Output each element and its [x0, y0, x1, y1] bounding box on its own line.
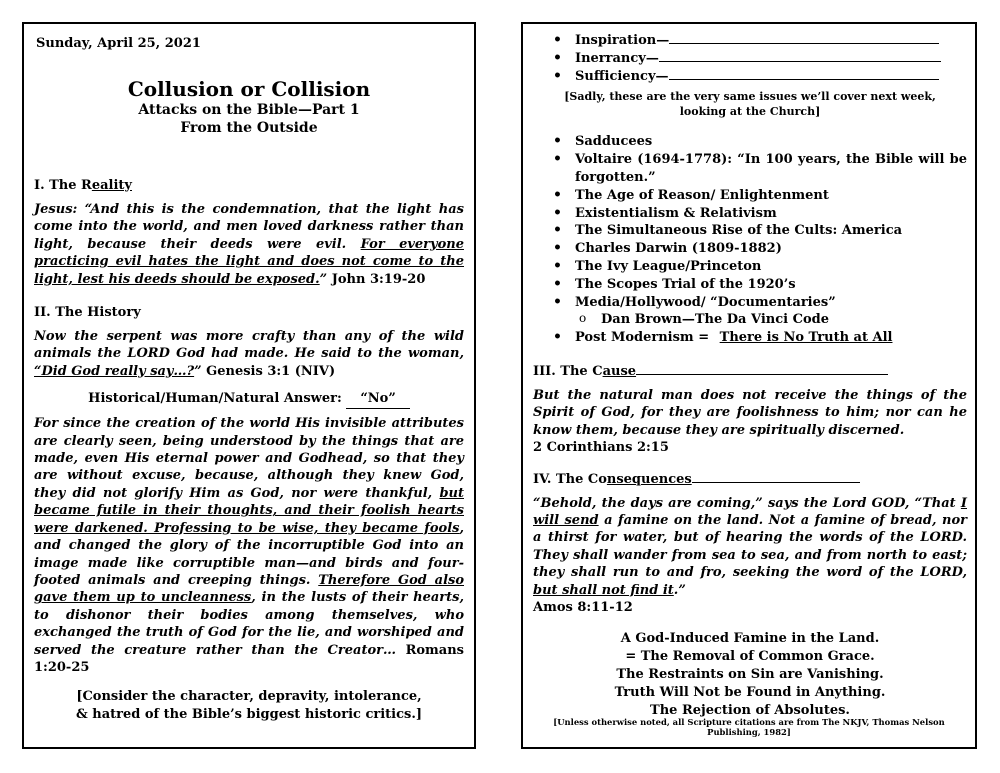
summary-line-1: A God-Induced Famine in the Land. [620, 631, 880, 647]
summary-line-3: The Restraints on Sin are Vanishing. [616, 667, 884, 683]
critics-list [533, 133, 967, 311]
consider-note-1: [Consider the character, depravity, intolerance, [76, 689, 422, 705]
verse-amos-ref: Amos 8:11-12 [533, 600, 633, 616]
verse-corinthians: But the natural man does not receive the things of the Spirit of God, for they are foolishness to him; nor can he know them, because they are spiritually discerned. [533, 387, 967, 438]
summary-line-2: = The Removal of Common Grace. [625, 649, 875, 665]
summary-line-4: Truth Will Not be Found in Anything. [614, 685, 886, 701]
list-item: • Sadducees [553, 133, 967, 151]
list-item: o Dan Brown—The Da Vinci Code [579, 311, 967, 329]
verse-genesis: Now the serpent was more crafty than any of the wild animals the LORD God had made. He said to the woman, “Did God really say…?” Genesis 3:1 (NIV) [34, 329, 464, 379]
list-item: • Post Modernism = There is No Truth at All [553, 329, 967, 347]
section-consequences-heading: IV. The Consequences [533, 471, 967, 489]
list-item: • Inspiration— [553, 32, 967, 50]
list-item: • The Scopes Trial of the 1920’s [553, 276, 967, 294]
section-cause-heading: III. The Cause [533, 363, 967, 381]
list-item: • The Age of Reason/ Enlightenment [553, 187, 967, 205]
list-item: • Existentialism & Relativism [553, 205, 967, 223]
verse-john: Jesus: “And this is the condemnation, that the light has come into the world, and men loved darkness rather than light, because their deeds were evil. For everyone practicing evil hates the light and does not come to the light, lest his deeds should be exposed.” John 3:19-20 [34, 202, 464, 287]
list-item: • Inerrancy— [553, 50, 967, 68]
verse-romans: For since the creation of the world His invisible attributes are clearly seen, being understood by the things that are made, even His eternal power and Godhead, so that they are without excuse, because, although they knew God, they did not glorify Him as God, nor were thankful, but became futile in their thoughts, and their foolish hearts were darkened. Professing to be wise, they became fools, and changed the glory of the incorruptible God into an image made like corruptible man—and birds and four-footed animals and creeping things. Therefore God also gave them up to uncleanness, in the lusts of their hearts, to dishonor their bodies among themselves, who exchanged the truth of God for the lie, and worshiped and served the creature rather than the Creator… Romans 1:20-25 [34, 416, 464, 675]
list-item: • The Ivy League/Princeton [553, 258, 967, 276]
natural-answer: Historical/Human/Natural Answer: “No” [34, 390, 464, 409]
consider-note-2: & hatred of the Bible’s biggest historic critics.] [75, 707, 423, 723]
right-panel [521, 22, 977, 749]
date: Sunday, April 25, 2021 [36, 36, 201, 51]
left-panel [22, 22, 476, 749]
next-week-note-2: looking at the Church] [679, 105, 821, 119]
attribute-list [533, 32, 967, 85]
verse-corinthians-ref: 2 Corinthians 2:15 [533, 440, 669, 456]
critics-sub-list [533, 311, 967, 329]
list-item: • Sufficiency— [553, 68, 967, 86]
verse-amos: “Behold, the days are coming,” says the Lord GOD, “That I will send a famine on the land. Not a famine of bread, nor a thirst for water, but of hearing the words of the LORD. They shall wander from sea to sea, and from north to east; they shall run to and fro, seeking the word of the LORD, but shall not find it.” [533, 495, 967, 598]
summary-line-5: The Rejection of Absolutes. [650, 703, 850, 719]
section-history-heading: II. The History [34, 305, 141, 321]
list-item: • The Simultaneous Rise of the Cults: America [553, 222, 967, 240]
list-item: • Voltaire (1694-1778): “In 100 years, the Bible will be forgotten.” [553, 151, 967, 187]
section-reality-heading: I. The Reality [34, 178, 132, 193]
subtitle-line-1: Attacks on the Bible—Part 1 [138, 102, 360, 118]
post-modernism-list [533, 329, 967, 347]
scripture-footnote: [Unless otherwise noted, all Scripture citations are from The NKJV, Thomas Nelson Publishing, 1982] [553, 717, 945, 737]
list-item: • Media/Hollywood/ “Documentaries” [553, 294, 967, 312]
page-title: Collusion or Collision [127, 77, 371, 101]
subtitle-line-2: From the Outside [180, 120, 318, 136]
list-item: • Charles Darwin (1809-1882) [553, 240, 967, 258]
next-week-note-1: [Sadly, these are the very same issues we’ll cover next week, [564, 90, 936, 104]
